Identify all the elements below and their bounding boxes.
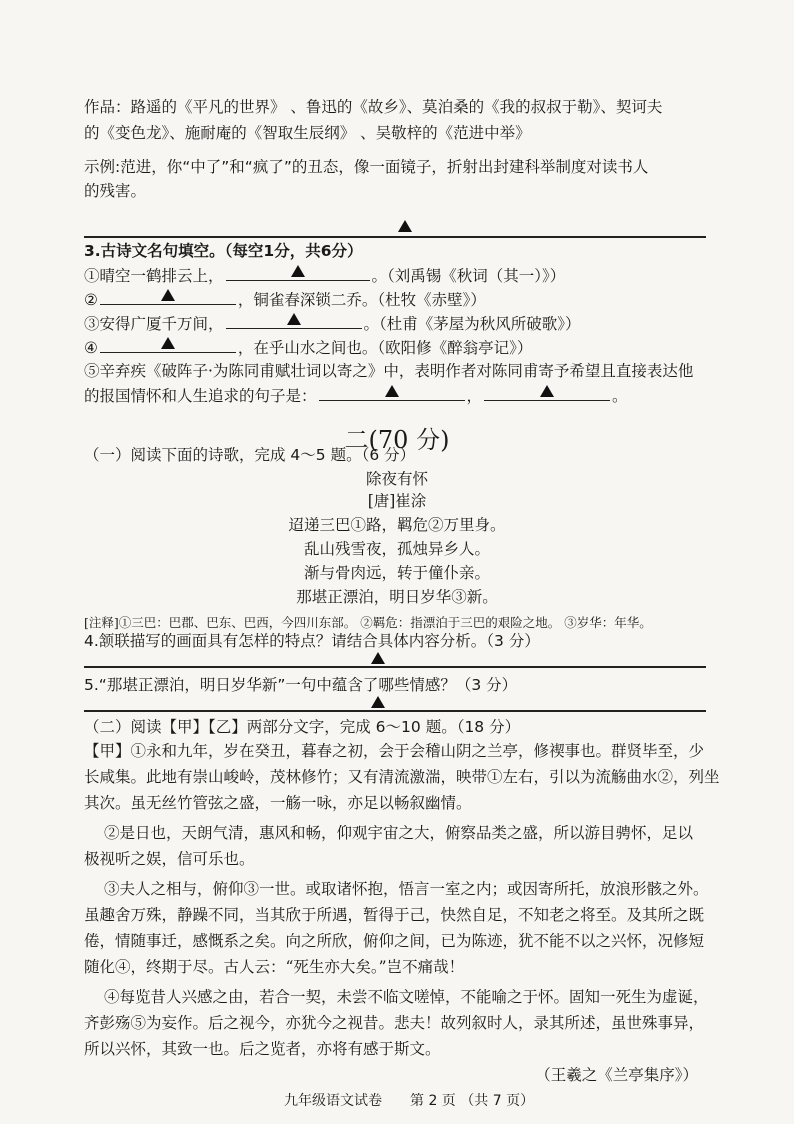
example-line-1: 示例:范进，你“中了”和“疯了”的丑态，像一面镜子，折射出封建科举制度对读书人 — [84, 158, 649, 176]
poem-title: 除夜有怀 — [365, 470, 428, 488]
q3-item-4 — [84, 336, 532, 359]
poem-line-4: 那堪正漂泊，明日岁华③新。 — [296, 588, 498, 606]
q3-item-3 — [84, 312, 581, 335]
jia-line: 随化④，终期于尽。古人云：“死生亦大矣。”岂不痛哉！ — [84, 958, 465, 976]
q3-item-5-prompt: 的报国情怀和人生追求的句子是： — [84, 387, 317, 405]
jia-line: 所以兴怀，其致一也。后之览者，亦将有感于斯文。 — [84, 1040, 441, 1058]
q3-item-2-num: ② — [84, 291, 98, 309]
answer-marker-icon — [291, 265, 305, 277]
jia-line: 倦，情随事迁，感慨系之矣。向之所欣，俯仰之间，已为陈迹，犹不能不以之兴怀，况修短 — [84, 932, 705, 950]
q3-item-1-text: ①晴空一鹤排云上， — [84, 267, 224, 285]
jia-line: ②是日也，天朗气清，惠风和畅，仰观宇宙之大，俯察品类之盛，所以游目骋怀，足以 — [104, 824, 694, 842]
works-line-1: 作品：路遥的《平凡的世界》 、鲁迅的《故乡》、莫泊桑的《我的叔叔于勒》、契诃夫 — [84, 98, 663, 116]
q3-item-5-line-1: ⑤辛弃疾《破阵子·为陈同甫赋壮词以寄之》中，表明作者对陈同甫寄予希望且直接表达他 — [84, 362, 694, 380]
works-line-2: 的《变色龙》、施耐庵的《智取生辰纲》 、吴敬梓的《范进中举》 — [84, 124, 531, 142]
jia-line: 虽趣舍万殊，静躁不同，当其欣于所遇，暂得于己，快然自足，不知老之将至。及其所之既 — [84, 906, 705, 924]
fill-blank-3[interactable] — [226, 312, 362, 329]
q3-item-3-text: ③安得广厦千万间， — [84, 315, 224, 333]
q3-item-2 — [84, 288, 486, 311]
section-1-intro: （一）阅读下面的诗歌，完成 4～5 题。（6 分） — [84, 446, 416, 464]
jia-line: 齐彭殇⑤为妄作。后之视今，亦犹今之视昔。悲夫！故列叙时人，录其所述，虽世殊事异， — [84, 1014, 705, 1032]
answer-line — [84, 666, 706, 668]
footer-exam-name: 九年级语文试卷 — [284, 1093, 382, 1109]
answer-marker-icon — [287, 313, 301, 325]
q3-item-4-source: ，在乎山水之间也。（欧阳修《醉翁亭记》） — [237, 339, 533, 357]
q3-item-5-line-2 — [84, 384, 628, 407]
jia-line: 【甲】①永和九年，岁在癸丑，暮春之初，会于会稽山阴之兰亭，修禊事也。群贤毕至，少 — [84, 742, 705, 760]
jia-line: ③夫人之相与，俯仰③一世。或取诸怀抱，悟言一室之内；或因寄所托，放浪形骸之外。 — [104, 880, 709, 898]
jia-line: 极视听之娱，信可乐也。 — [84, 850, 255, 868]
footer-page-number: 第 2 页 （共 7 页） — [410, 1093, 535, 1109]
q3-item-2-source: ，铜雀春深锁二乔。（杜牧《赤壁》） — [237, 291, 486, 309]
answer-marker-icon[interactable] — [371, 696, 385, 708]
poem-line-3: 渐与骨肉远，转于僮仆亲。 — [303, 564, 490, 582]
period: 。 — [612, 387, 628, 405]
q3-title: 3.古诗文名句填空。（每空1分，共6分） — [84, 242, 363, 260]
jia-line: 其次。虽无丝竹管弦之盛，一觞一咏，亦足以畅叙幽情。 — [84, 794, 472, 812]
jia-line: ④每览昔人兴感之由，若合一契，未尝不临文嗟悼，不能喻之于怀。固知一死生为虚诞， — [104, 988, 709, 1006]
fill-blank-2[interactable] — [100, 288, 236, 305]
q3-item-1 — [84, 264, 565, 287]
answer-marker-icon — [161, 289, 175, 301]
comma: ， — [466, 387, 483, 405]
poem-line-2: 乱山残雪夜，孤烛异乡人。 — [303, 540, 490, 558]
q3-item-3-source: 。（杜甫《茅屋为秋风所破歌》） — [363, 315, 581, 333]
section-2-intro: （二）阅读【甲】【乙】两部分文字，完成 6～10 题。（18 分） — [84, 718, 521, 736]
answer-marker-icon — [385, 385, 399, 397]
answer-line — [84, 710, 706, 712]
fill-blank-5[interactable] — [319, 384, 465, 401]
answer-marker-icon — [540, 385, 554, 397]
answer-marker-icon[interactable] — [371, 652, 385, 664]
fill-blank-6[interactable] — [484, 384, 610, 401]
poem-line-1: 迢递三巴①路，羁危②万里身。 — [288, 516, 506, 534]
fill-blank-1[interactable] — [226, 264, 370, 281]
q3-item-1-source: 。（刘禹锡《秋词（其一）》） — [371, 267, 566, 285]
poem-notes: [注释]①三巴：巴郡、巴东、巴西，今四川东部。 ②羁危：指漂泊于三巴的艰险之地。 ③岁华：年华。 — [84, 615, 652, 630]
answer-marker-icon — [161, 337, 175, 349]
example-line-2: 的残害。 — [84, 182, 147, 200]
question-4: 4.颔联描写的画面具有怎样的特点？请结合具体内容分析。（3 分） — [84, 632, 540, 650]
answer-line — [84, 236, 706, 238]
jia-line: 长咸集。此地有崇山峻岭，茂林修竹；又有清流激湍，映带①左右，引以为流觞曲水②，列坐 — [84, 768, 720, 786]
poem-author: [唐]崔涂 — [367, 492, 427, 510]
answer-marker-icon[interactable] — [398, 220, 412, 232]
q3-item-4-num: ④ — [84, 339, 98, 357]
part-heading: 二(70 分) — [344, 426, 450, 454]
question-5: 5.“那堪正漂泊，明日岁华新”一句中蕴含了哪些情感？（3 分） — [84, 676, 518, 694]
fill-blank-4[interactable] — [100, 336, 236, 353]
jia-source: （王羲之《兰亭集序》） — [535, 1066, 698, 1084]
